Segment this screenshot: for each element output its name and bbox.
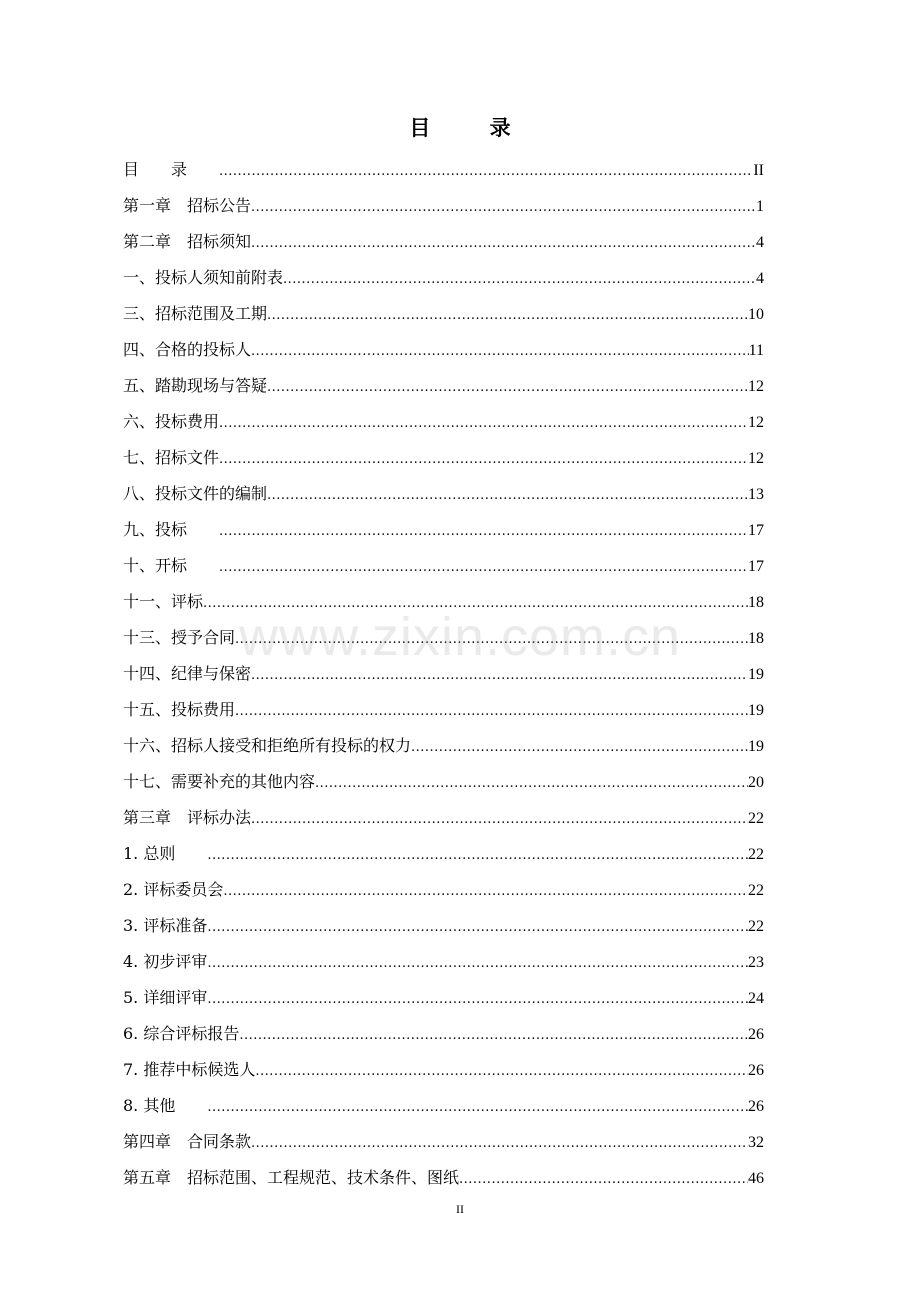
- toc-entry-page: 13: [748, 486, 764, 503]
- toc-entry-label: 第三章 评标办法: [123, 808, 252, 827]
- toc-leader-dots: [267, 298, 748, 334]
- toc-entry-label: 十五、投标费用: [123, 700, 236, 719]
- toc-entry[interactable]: [123, 656, 764, 692]
- toc-entry-page: 11: [748, 342, 764, 359]
- toc-entry-page: 22: [748, 846, 764, 863]
- toc-leader-dots: [203, 586, 748, 622]
- toc-entry-page: 26: [748, 1098, 764, 1115]
- toc-entry[interactable]: [123, 476, 764, 512]
- toc-entry[interactable]: [123, 908, 764, 944]
- toc-entry[interactable]: [123, 1016, 764, 1052]
- toc-entry-label: 十一、评标: [123, 592, 204, 611]
- toc-entry-page: 24: [748, 990, 764, 1007]
- toc-entry[interactable]: [123, 296, 764, 332]
- toc-entry-label: 七、招标文件: [123, 448, 220, 467]
- toc-entry-label: 6. 综合评标报告: [123, 1024, 240, 1043]
- toc-entry[interactable]: [123, 260, 764, 296]
- toc-entry-label: 第四章 合同条款: [123, 1132, 252, 1151]
- toc-entry-page: 32: [748, 1134, 764, 1151]
- toc-entry-label: 三、招标范围及工期: [123, 304, 268, 323]
- toc-entry-page: 18: [748, 594, 764, 611]
- toc-entry[interactable]: [123, 692, 764, 728]
- toc-entry[interactable]: [123, 224, 764, 260]
- toc-entry[interactable]: [123, 404, 764, 440]
- toc-entry[interactable]: [123, 548, 764, 584]
- toc-leader-dots: [459, 1162, 748, 1198]
- toc-entry-label: 第一章 招标公告: [123, 196, 252, 215]
- toc-leader-dots: [207, 838, 748, 874]
- toc-leader-dots: [207, 1090, 748, 1126]
- toc-entry-page: 23: [748, 954, 764, 971]
- toc-entry[interactable]: [123, 1124, 764, 1160]
- toc-entry-label: 4. 初步评审: [123, 952, 208, 971]
- toc-leader-dots: [207, 910, 748, 946]
- toc-entry-page: 19: [748, 666, 764, 683]
- toc-entry-page: 18: [748, 630, 764, 647]
- toc-entry-label: 5. 详细评审: [123, 988, 208, 1007]
- table-of-contents: [123, 152, 764, 1196]
- watermark: www.zixin.com.cn: [238, 607, 682, 667]
- toc-entry-page: II: [753, 162, 764, 179]
- toc-entry-page: 26: [748, 1026, 764, 1043]
- toc-entry-label: 第五章 招标范围、工程规范、技术条件、图纸: [123, 1168, 460, 1187]
- toc-leader-dots: [251, 802, 748, 838]
- toc-entry-page: 22: [748, 918, 764, 935]
- toc-entry-label: 八、投标文件的编制: [123, 484, 268, 503]
- toc-entry[interactable]: [123, 584, 764, 620]
- toc-entry-page: 4: [756, 234, 764, 251]
- toc-leader-dots: [251, 1126, 748, 1162]
- toc-entry-label: 第二章 招标须知: [123, 232, 252, 251]
- toc-leader-dots: [251, 658, 748, 694]
- toc-leader-dots: [251, 334, 749, 370]
- toc-leader-dots: [267, 478, 748, 514]
- toc-leader-dots: [207, 982, 748, 1018]
- toc-entry-label: 九、投标: [123, 520, 220, 539]
- toc-entry[interactable]: [123, 368, 764, 404]
- toc-entry-label: 六、投标费用: [123, 412, 220, 431]
- toc-leader-dots: [251, 190, 756, 226]
- toc-entry[interactable]: [123, 1088, 764, 1124]
- toc-entry-page: 1: [756, 198, 764, 215]
- toc-entry-page: 26: [748, 1062, 764, 1079]
- toc-entry-label: 目 录: [123, 160, 220, 179]
- toc-entry-label: 7. 推荐中标候选人: [123, 1060, 256, 1079]
- toc-entry[interactable]: [123, 836, 764, 872]
- toc-entry-page: 22: [748, 882, 764, 899]
- toc-entry-label: 十四、纪律与保密: [123, 664, 252, 683]
- toc-entry-page: 19: [748, 738, 764, 755]
- toc-entry-label: 十三、授予合同: [123, 628, 236, 647]
- toc-entry-page: 22: [748, 810, 764, 827]
- toc-entry-page: 12: [748, 414, 764, 431]
- toc-entry-page: 12: [748, 378, 764, 395]
- toc-entry[interactable]: [123, 152, 764, 188]
- toc-entry-label: 十七、需要补充的其他内容: [123, 772, 316, 791]
- toc-leader-dots: [207, 946, 748, 982]
- toc-leader-dots: [267, 370, 748, 406]
- toc-leader-dots: [223, 874, 748, 910]
- toc-entry-label: 3. 评标准备: [123, 916, 208, 935]
- toc-entry-label: 十、开标: [123, 556, 220, 575]
- page-title: 目 录: [409, 115, 537, 140]
- toc-leader-dots: [235, 622, 748, 658]
- toc-leader-dots: [219, 154, 753, 190]
- toc-entry[interactable]: [123, 764, 764, 800]
- toc-entry[interactable]: [123, 620, 764, 656]
- toc-entry[interactable]: [123, 728, 764, 764]
- toc-entry-label: 1. 总则: [123, 844, 208, 863]
- toc-entry-page: 17: [748, 558, 764, 575]
- toc-entry-page: 4: [756, 270, 764, 287]
- toc-leader-dots: [235, 694, 748, 730]
- toc-leader-dots: [239, 1018, 748, 1054]
- toc-entry-label: 十六、招标人接受和拒绝所有投标的权力: [123, 736, 412, 755]
- toc-leader-dots: [251, 226, 756, 262]
- toc-entry-label: 五、踏勘现场与答疑: [123, 376, 268, 395]
- toc-entry-page: 20: [748, 774, 764, 791]
- toc-entry-page: 19: [748, 702, 764, 719]
- toc-entry[interactable]: [123, 980, 764, 1016]
- toc-leader-dots: [219, 442, 748, 478]
- toc-entry[interactable]: [123, 512, 764, 548]
- toc-entry[interactable]: [123, 1052, 764, 1088]
- toc-leader-dots: [219, 406, 748, 442]
- toc-entry[interactable]: [123, 332, 764, 368]
- toc-entry-page: 46: [748, 1170, 764, 1187]
- toc-entry-label: 8. 其他: [123, 1096, 208, 1115]
- toc-entry[interactable]: [123, 944, 764, 980]
- toc-entry-page: 12: [748, 450, 764, 467]
- toc-entry[interactable]: [123, 1160, 764, 1196]
- toc-leader-dots: [411, 730, 748, 766]
- toc-entry[interactable]: [123, 872, 764, 908]
- toc-leader-dots: [219, 514, 748, 550]
- toc-entry-label: 一、投标人须知前附表: [123, 268, 284, 287]
- toc-entry[interactable]: [123, 800, 764, 836]
- toc-entry-page: 17: [748, 522, 764, 539]
- toc-leader-dots: [315, 766, 748, 802]
- toc-leader-dots: [219, 550, 748, 586]
- toc-entry[interactable]: [123, 440, 764, 476]
- toc-entry-label: 四、合格的投标人: [123, 340, 252, 359]
- page-number: II: [456, 1202, 464, 1216]
- toc-leader-dots: [255, 1054, 748, 1090]
- toc-leader-dots: [283, 262, 756, 298]
- toc-entry-page: 10: [748, 306, 764, 323]
- toc-entry[interactable]: [123, 188, 764, 224]
- toc-entry-label: 2. 评标委员会: [123, 880, 224, 899]
